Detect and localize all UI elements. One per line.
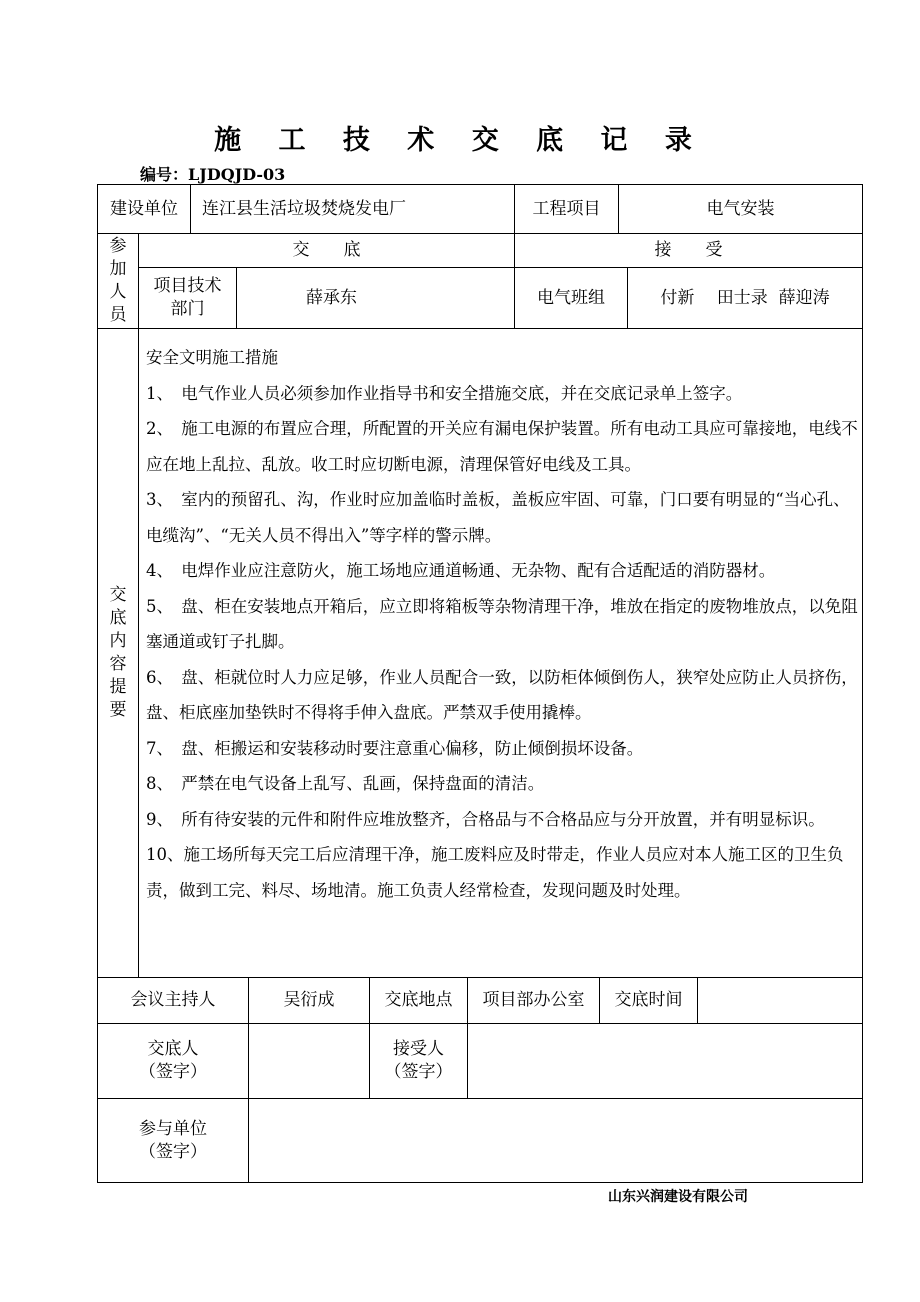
list-item: 5、 盘、柜在安装地点开箱后，应立即将箱板等杂物清理干净，堆放在指定的废物堆放点，以免阻塞通道或钉子扎脚。 (146, 596, 858, 651)
list-item: 9、 所有待安装的元件和附件应堆放整齐，合格品与不合格品应与分开放置，并有明显标识。 (146, 809, 825, 829)
team-label: 电气班组 (537, 287, 605, 308)
receiver-label: 接受人 （签字） (384, 1039, 453, 1082)
receiver-signature-field[interactable] (468, 1024, 862, 1098)
company-name: 山东兴润建设有限公司 (608, 1189, 748, 1205)
content-heading: 安全文明施工措施 (146, 348, 278, 367)
giver-signature-field[interactable] (249, 1024, 369, 1098)
host-label: 会议主持人 (130, 990, 216, 1010)
list-item: 2、 施工电源的布置应合理，所配置的开关应有漏电保护装置。所有电动工具应可靠接地，电线不应在地上乱拉、乱放。收工时应切断电源，清理保管好电线及工具。 (146, 419, 858, 474)
list-item: 1、 电气作业人员必须参加作业指导书和安全措施交底，并在交底记录单上签字。 (146, 383, 743, 403)
owner-label: 建设单位 (110, 198, 178, 219)
place-label: 交底地点 (384, 990, 453, 1010)
owner-value: 连江县生活垃圾焚烧发电厂 (202, 198, 406, 219)
content-body (146, 340, 858, 908)
units-label: 参与单位 （签字） (139, 1118, 207, 1162)
receive-label: 接 受 (654, 240, 723, 260)
dept-person: 薛承东 (306, 287, 357, 308)
project-label: 工程项目 (532, 198, 601, 219)
host-value: 吴衍成 (283, 990, 335, 1010)
document-code: 编号：LJDQJD-03 (140, 165, 286, 184)
time-value[interactable] (698, 978, 862, 1023)
team-people: 付新 田士录 薛迎涛 (660, 287, 830, 308)
project-value: 电气安装 (706, 198, 775, 219)
list-item: 4、 电焊作业应注意防火，施工场地应通道畅通、无杂物、配有合适配适的消防器材。 (146, 561, 776, 580)
list-item: 8、 严禁在电气设备上乱写、乱画，保持盘面的清洁。 (146, 774, 545, 793)
time-label: 交底时间 (614, 990, 683, 1010)
content-label: 交 底 内 容 提 要 (109, 585, 127, 720)
handover-label: 交 底 (292, 240, 361, 260)
document-title: 施 工 技 术 交 底 记 录 (214, 125, 706, 156)
list-item: 3、 室内的预留孔、沟，作业时应加盖临时盖板，盖板应牢固、可靠，门口要有明显的“当心孔、电缆沟”、“无关人员不得出入”等字样的警示牌。 (146, 490, 850, 545)
place-value: 项目部办公室 (482, 990, 585, 1010)
giver-label: 交底人 （签字） (139, 1039, 207, 1082)
units-signature-field[interactable] (249, 1099, 862, 1182)
list-item: 7、 盘、柜搬运和安装移动时要注意重心偏移，防止倾倒损坏设备。 (146, 738, 644, 758)
list-item: 6、 盘、柜就位时人力应足够，作业人员配合一致，以防柜体倾倒伤人，狭窄处应防止人员挤伤，盘、柜底座加垫铁时不得将手伸入盘底。严禁双手使用撬棒。 (146, 667, 858, 722)
dept-label: 项目技术 部门 (153, 276, 222, 319)
participants-label: 参 加 人 员 (109, 236, 127, 325)
list-item: 10、施工场所每天完工后应清理干净，施工废料应及时带走，作业人员应对本人施工区的卫生负责，做到工完、料尽、场地清。施工负责人经常检查，发现问题及时处理。 (146, 845, 844, 900)
